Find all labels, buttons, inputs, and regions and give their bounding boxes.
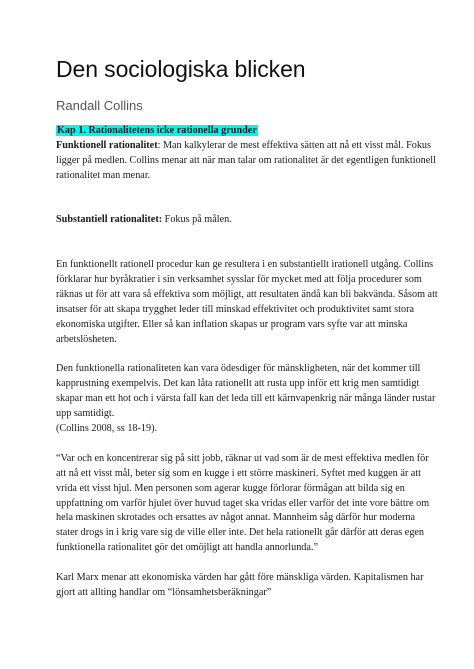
paragraph-line: Karl Marx menar att ekonomiska värden har gått före mänskliga värden. Kapitalismen har	[56, 572, 424, 584]
paragraph-line: vrida ett visst hjul. Men personen som agerar kugge förlorar förmågan att bilda sig en	[56, 482, 405, 494]
paragraph-line	[56, 139, 431, 154]
paragraph-line: gjort att allting handlar om “lönsamhetsberäkningar”	[56, 586, 272, 598]
paragraph-line: stater drogs in i krig vare sig de ville eller inte. Det hela rationellt går därför att deras egen	[56, 527, 425, 539]
chapter-heading: Kap 1. Rationalitetens icke rationella grunder	[57, 125, 257, 136]
paragraph-line: uppfattning om varför hjulet över huvud taget ska vridas eller varför det inte vore bättre om	[56, 497, 430, 509]
paragraph-line: räknas ut för att vara så effektiva som möjligt, att resultaten ändå kan bli bakvända. Såsom att	[56, 288, 438, 300]
paragraph-line: “Var och en koncentrerar sig på sitt jobb, räknar ut vad som är de mest effektiva medlen för	[56, 452, 429, 464]
term-funktionell: Funktionell rationalitet	[56, 139, 158, 151]
paragraph-text: Fokus på målen.	[162, 214, 232, 226]
term-substantiell: Substantiell rationalitet:	[56, 214, 163, 226]
paragraph-kapprustning	[56, 362, 436, 437]
paragraph-line: förklarar hur byråkratier i sin verksamhet sysslar för mycket med att följa procedurer som	[56, 274, 422, 285]
paragraph-line: upp samtidigt.	[56, 408, 115, 420]
citation: (Collins 2008, ss 18-19).	[56, 423, 158, 435]
document-author: Randall Collins	[56, 98, 143, 113]
paragraph-line: kapprustning exempelvis. Det kan låta rationellt att rusta upp inför ett krig men samtidigt	[56, 378, 420, 390]
paragraph-line: arbetslösheten.	[56, 333, 117, 345]
paragraph-substantiell	[56, 213, 426, 228]
paragraph-quote	[56, 452, 430, 556]
paragraph-line: hela maskinen skrotades och ersattes av något annat. Mannheim såg därför hur moderna	[56, 512, 415, 524]
paragraph-line: skapar man ett hot och i värsta fall kan det leda till ett kärnvapenkrig när många länder rustar	[56, 393, 436, 405]
paragraph-line: Den funktionella rationaliteten kan vara ödesdiger för mänskligheten, när det kommer till	[56, 363, 421, 375]
paragraph-marx	[56, 571, 426, 601]
paragraph-line: En funktionellt rationell procedur kan ge resultera i en substantiellt irationell utgång. Collins	[56, 259, 434, 271]
chapter-heading-row	[56, 124, 426, 139]
paragraph-line: insatser för att skapa trygghet leder till minskad effektivitet och produktivitet samt stora	[56, 303, 414, 315]
paragraph-text: : Man kalkylerar de mest effektiva sätten att nå ett visst mål. Fokus	[157, 139, 431, 151]
paragraph-line: ligger på medlen. Collins menar att när man talar om rationalitet är det egentligen funktionell	[56, 154, 436, 166]
paragraph-funktionell	[56, 139, 436, 184]
paragraph-procedur	[56, 258, 438, 347]
document-body	[56, 124, 438, 601]
paragraph-line: att nå ett visst mål, beter sig som en kugge i ett större maskineri. Syftet med kuggen är att	[56, 467, 421, 479]
paragraph-line: funktionella rationalitet gör det omöjligt att handla annorlunda.”	[56, 542, 318, 554]
paragraph-line: ekonomiska utgifter. Eller så kan inflation skapas ur program vars syfte var att minska	[56, 318, 408, 330]
document-title: Den sociologiska blicken	[56, 56, 306, 82]
paragraph-line	[56, 213, 426, 228]
paragraph-line: rationalitet man menar.	[56, 169, 151, 181]
